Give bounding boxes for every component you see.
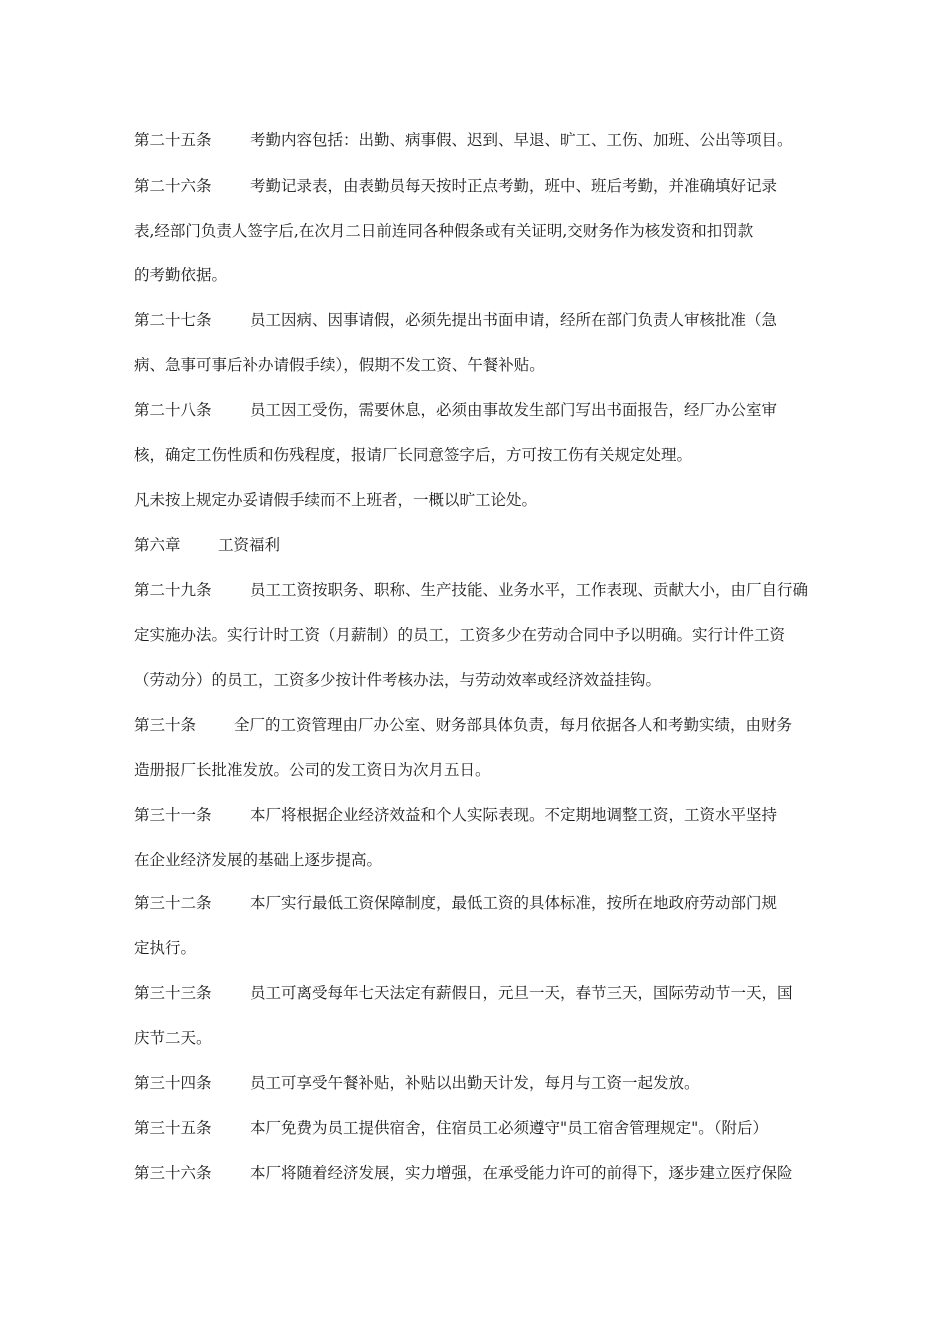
article-35-line-1	[134, 1118, 824, 1138]
article-26-line-3: 的考勤依据。	[134, 266, 228, 284]
article-26-line-2: 表,经部门负责人签字后,在次月二日前连同各种假条或有关证明,交财务作为核发资和扣罚款	[134, 222, 754, 240]
chapter-6-heading	[134, 535, 824, 555]
article-30-line-2: 造册报厂长批准发放。公司的发工资日为次月五日。	[134, 761, 491, 779]
article-label: 第二十八条	[134, 401, 212, 419]
article-text: 员工因工受伤，需要休息，必须由事故发生部门写出书面报告，经厂办公室审	[250, 401, 778, 419]
article-text: 员工因病、因事请假，必须先提出书面申请，经所在部门负责人审核批准（急	[250, 311, 778, 329]
chapter-title: 工资福利	[218, 536, 281, 554]
article-25-line-1	[134, 130, 824, 150]
article-label: 第三十条	[134, 716, 197, 734]
article-36-line-1	[134, 1163, 824, 1183]
article-label: 第二十九条	[134, 581, 212, 599]
article-label: 第三十四条	[134, 1074, 212, 1092]
article-text: 考勤记录表，由表勤员每天按时正点考勤，班中、班后考勤，并准确填好记录	[250, 177, 778, 195]
article-28-line-1	[134, 400, 824, 420]
article-text: 员工可离受每年七天法定有薪假日，元旦一天，春节三天，国际劳动节一天，国	[250, 984, 793, 1002]
article-29-line-2: 定实施办法。实行计时工资（月薪制）的员工，工资多少在劳动合同中予以明确。实行计件工资	[134, 626, 786, 644]
article-33-line-1	[134, 983, 824, 1003]
article-text: 考勤内容包括：出勤、病事假、迟到、早退、旷工、工伤、加班、公出等项目。	[250, 131, 793, 149]
article-text: 本厂免费为员工提供宿舍，住宿员工必须遵守"员工宿舍管理规定"。（附后）	[250, 1119, 769, 1137]
article-text: 本厂实行最低工资保障制度，最低工资的具体标准，按所在地政府劳动部门规	[250, 894, 778, 912]
article-text: 全厂的工资管理由厂办公室、财务部具体负责，每月依据各人和考勤实绩，由财务	[234, 716, 793, 734]
article-text: 本厂将根据企业经济效益和个人实际表现。不定期地调整工资，工资水平坚持	[250, 806, 778, 824]
absence-note: 凡未按上规定办妥请假手续而不上班者，一概以旷工论处。	[134, 491, 538, 509]
article-30-line-1	[134, 715, 824, 735]
article-31-line-2: 在企业经济发展的基础上逐步提高。	[134, 851, 383, 869]
article-26-line-1	[134, 176, 824, 196]
article-label: 第三十六条	[134, 1164, 212, 1182]
article-label: 第三十三条	[134, 984, 212, 1002]
article-label: 第二十七条	[134, 311, 212, 329]
article-32-line-2: 定执行。	[134, 939, 197, 957]
article-27-line-2: 病、急事可事后补办请假手续），假期不发工资、午餐补贴。	[134, 356, 545, 374]
article-32-line-1	[134, 893, 824, 913]
chapter-label: 第六章	[134, 536, 181, 554]
article-29-line-1	[134, 580, 824, 600]
article-text: 员工可享受午餐补贴，补贴以出勤天计发，每月与工资一起发放。	[250, 1074, 700, 1092]
article-28-line-2: 核，确定工伤性质和伤残程度，报请厂长同意签字后，方可按工伤有关规定处理。	[134, 446, 693, 464]
article-34-line-1	[134, 1073, 824, 1093]
article-29-line-3: （劳动分）的员工，工资多少按计件考核办法，与劳动效率或经济效益挂钩。	[134, 671, 662, 689]
article-label: 第三十五条	[134, 1119, 212, 1137]
article-33-line-2: 庆节二天。	[134, 1029, 212, 1047]
article-text: 本厂将随着经济发展，实力增强，在承受能力许可的前得下，逐步建立医疗保险	[250, 1164, 793, 1182]
article-31-line-1	[134, 805, 824, 825]
article-label: 第二十六条	[134, 177, 212, 195]
article-label: 第三十一条	[134, 806, 212, 824]
article-label: 第三十二条	[134, 894, 212, 912]
article-label: 第二十五条	[134, 131, 212, 149]
article-27-line-1	[134, 310, 824, 330]
article-text: 员工工资按职务、职称、生产技能、业务水平，工作表现、贡献大小，由厂自行确	[250, 581, 809, 599]
